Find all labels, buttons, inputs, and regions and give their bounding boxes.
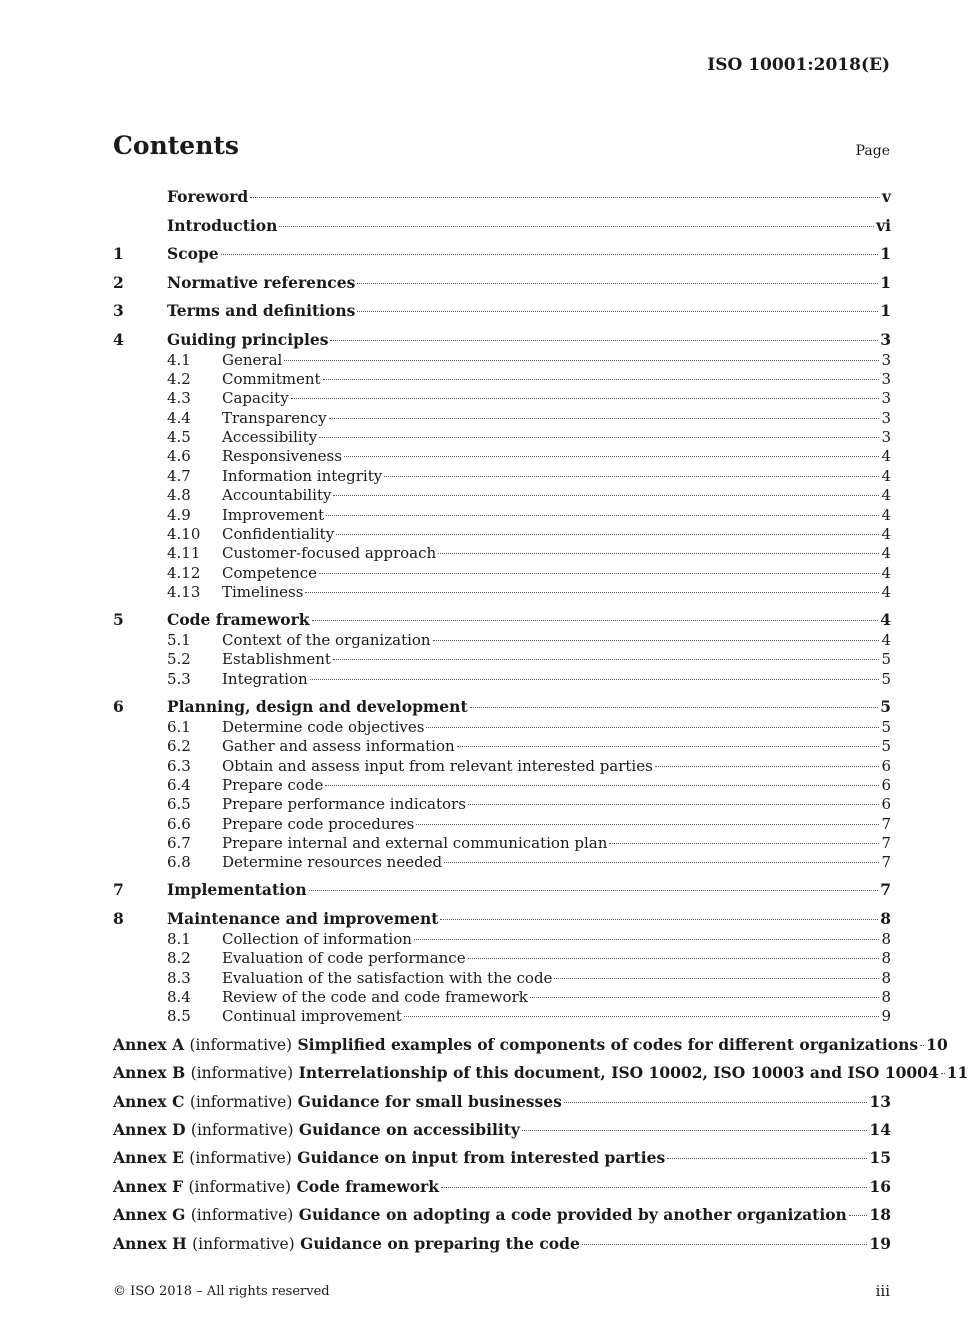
toc-entry-page: 7 [881,814,891,833]
toc-entry-number: 8.4 [167,988,191,1007]
annex-title: Guidance on preparing the code [300,1233,580,1253]
toc-entry-page: 8 [881,988,891,1007]
toc-entry[interactable] [113,795,891,814]
dot-leader [426,727,879,728]
toc-entry-page: 3 [881,369,891,388]
toc-entry-number: 8.2 [167,949,191,968]
dot-leader [309,890,879,891]
toc-entry-number: 4.6 [167,447,191,466]
toc-entry-label[interactable]: Accountability [222,486,332,505]
toc-entry[interactable] [113,988,891,1007]
toc-entry-label[interactable]: Prepare internal and external communication plan [222,834,608,853]
annex-name: Annex B [113,1063,186,1083]
dot-leader [404,1016,880,1017]
toc-entry-number: 4.12 [167,563,201,582]
toc-entry-page: 3 [881,408,891,427]
toc-entry-label[interactable]: Prepare code procedures [222,814,415,833]
toc-entry-page: 4 [881,466,891,485]
toc-entry-number: 7 [113,880,124,900]
annex-page: 14 [869,1120,891,1139]
annex-label[interactable] [113,1230,580,1258]
annex-title: Code framework [296,1176,439,1196]
dot-leader [279,226,874,227]
toc-entry-label[interactable]: Normative references [167,272,356,292]
toc-entry-number: 4.3 [167,389,191,408]
toc-entry[interactable] [113,737,891,756]
toc-entry[interactable] [113,757,891,776]
toc-entry-number: 8 [113,908,124,928]
toc-entry-label[interactable]: Planning, design and development [167,696,468,716]
dot-leader [470,707,879,708]
dot-leader [849,1215,868,1216]
toc-entry[interactable] [113,299,891,322]
toc-entry[interactable] [113,631,891,650]
toc-entry-page: 8 [881,968,891,987]
toc-entry[interactable] [113,447,891,466]
dot-leader [433,640,880,641]
dot-leader [530,997,880,998]
toc-entry[interactable] [113,351,891,370]
dot-leader [344,456,880,457]
toc-entry-label[interactable]: Commitment [222,369,321,388]
dot-leader [284,360,879,361]
toc-entry-number: 4.4 [167,408,191,427]
toc-entry-number: 4.10 [167,525,201,544]
toc-entry[interactable] [113,544,891,563]
toc-entry[interactable] [113,583,891,602]
annex-page: 15 [869,1148,891,1168]
toc-entry[interactable] [113,650,891,669]
toc-entry-number: 6.7 [167,834,191,853]
annex-title: Guidance on accessibility [298,1120,520,1139]
toc-entry-page: 7 [881,853,891,872]
dot-leader [655,766,880,767]
annex-label[interactable] [113,1144,665,1172]
toc-entry[interactable] [113,486,891,505]
dot-leader [941,1073,945,1074]
dot-leader [554,978,879,979]
annex-informative-tag: (informative) [190,1121,294,1139]
toc-entry[interactable] [113,242,891,265]
toc-entry-label[interactable]: Continual improvement [222,1007,402,1026]
toc-entry[interactable] [113,214,891,237]
annex-page: 16 [869,1176,891,1196]
toc-entry-number: 6.8 [167,853,191,872]
dot-leader [333,659,879,660]
toc-entry[interactable] [113,525,891,544]
dot-leader [221,254,879,255]
annex-page: 18 [869,1205,891,1225]
toc-entry-label[interactable]: Responsiveness [222,447,342,466]
toc-entry-page: 4 [881,447,891,466]
toc-entry-label[interactable]: Prepare performance indicators [222,795,466,814]
toc-annex-entry[interactable] [113,1173,891,1201]
toc-entry[interactable] [113,271,891,294]
dot-leader [564,1102,868,1103]
annex-name: Annex E [113,1148,184,1168]
dot-leader [457,746,880,747]
dot-leader [468,958,880,959]
toc-entry-label[interactable]: Timeliness [222,583,304,602]
annex-informative-tag: (informative) [190,1206,294,1225]
dot-leader [250,197,880,198]
toc-entry-label[interactable]: Guiding principles [167,329,329,349]
toc-entry-page: 6 [881,795,891,814]
toc-entry-page: 1 [880,301,891,320]
toc-entry-label[interactable]: Evaluation of code performance [222,949,466,968]
toc-entry-number: 4 [113,329,124,349]
dot-leader [416,824,879,825]
toc-entry-number: 6 [113,696,124,716]
toc-entry[interactable] [113,428,891,447]
annex-informative-tag: (informative) [189,1149,292,1168]
toc-entry[interactable] [113,718,891,737]
annex-informative-tag: (informative) [189,1092,293,1111]
table-of-contents [113,185,968,1258]
toc-entry-label[interactable]: Integration [222,669,308,688]
toc-entry-page: 4 [881,631,891,650]
toc-entry-label[interactable]: Improvement [222,505,325,524]
toc-entry-label[interactable]: Foreword [167,187,249,206]
toc-entry-page: 7 [880,880,891,900]
toc-entry[interactable] [113,815,891,834]
dot-leader [440,919,878,920]
toc-entry-page: 1 [880,244,891,263]
toc-entry[interactable] [113,389,891,408]
toc-entry-number: 6.5 [167,795,191,814]
annex-title: Guidance on adopting a code provided by another organization [298,1205,847,1225]
toc-entry-page: vi [876,215,891,235]
dot-leader [305,592,879,593]
toc-entry[interactable] [113,1007,891,1026]
toc-entry[interactable] [113,409,891,428]
dot-leader [329,418,880,419]
toc-entry-page: 3 [881,428,891,447]
toc-entry-number: 2 [113,272,124,292]
toc-entry-label[interactable]: Transparency [222,408,327,427]
annex-page: 13 [869,1091,891,1111]
toc-entry[interactable] [113,670,891,689]
document-header-id: ISO 10001:2018(E) [707,55,890,75]
toc-entry[interactable] [113,853,891,872]
toc-entry-page: 4 [881,486,891,505]
dot-leader [310,679,880,680]
toc-entry-number: 1 [113,244,124,263]
toc-entry-label[interactable]: Review of the code and code framework [222,988,528,1007]
toc-entry-label[interactable]: Accessibility [222,428,318,447]
toc-entry-number: 4.13 [167,583,201,602]
annex-informative-tag: (informative) [190,1064,294,1083]
annex-label[interactable] [113,1116,520,1144]
toc-entry-number: 5 [113,610,124,630]
dot-leader [468,804,880,805]
toc-entry-label[interactable]: Obtain and assess input from relevant interested parties [222,756,653,775]
dot-leader [319,437,879,438]
toc-entry-number: 5.2 [167,650,191,669]
page-title: Contents [113,131,240,160]
toc-entry-page: 3 [880,329,891,349]
toc-entry-label[interactable]: Context of the organization [222,631,431,650]
toc-entry-number: 4.11 [167,544,201,563]
dot-leader [336,534,879,535]
page-column-label: Page [855,143,890,159]
toc-entry-label[interactable]: General [222,350,283,369]
dot-leader [326,515,879,516]
annex-title: Simplified examples of components of codes for different organizations [297,1034,919,1054]
annex-label[interactable] [113,1031,918,1059]
annex-label[interactable] [113,1059,939,1087]
footer-page-number: iii [875,1282,890,1300]
toc-entry-number: 4.5 [167,428,191,447]
toc-entry-number: 4.8 [167,486,191,505]
toc-entry-number: 5.3 [167,669,191,688]
toc-entry[interactable] [113,969,891,988]
toc-entry-label[interactable]: Code framework [167,610,310,630]
toc-entry-number: 8.1 [167,929,191,948]
dot-leader [333,495,879,496]
toc-entry-label[interactable]: Prepare code [222,775,324,794]
toc-entry-number: 8.5 [167,1007,191,1026]
toc-entry-number: 8.3 [167,968,191,987]
toc-entry-number: 6.3 [167,756,191,775]
toc-entry-page: 4 [881,563,891,582]
toc-entry-label[interactable]: Evaluation of the satisfaction with the code [222,968,553,987]
toc-entry-number: 4.2 [167,369,191,388]
dot-leader [438,553,879,554]
toc-entry-page: 5 [881,737,891,756]
toc-entry-label[interactable]: Information integrity [222,466,383,485]
dot-leader [444,862,879,863]
toc-entry-label[interactable]: Collection of information [222,929,412,948]
annex-page: 11 [946,1063,968,1083]
dot-leader [384,476,879,477]
toc-entry-page: 9 [881,1007,891,1026]
toc-entry-number: 3 [113,301,124,320]
toc-annex-entry[interactable] [113,1088,891,1116]
toc-entry-page: 4 [880,610,891,630]
toc-entry-page: 4 [881,525,891,544]
annex-informative-tag: (informative) [188,1177,292,1196]
dot-leader [920,1045,924,1046]
toc-entry[interactable] [113,878,891,901]
toc-entry[interactable] [113,695,891,718]
dot-leader [609,843,879,844]
toc-entry[interactable] [113,564,891,583]
toc-entry[interactable] [113,467,891,486]
toc-entry[interactable] [113,185,891,208]
toc-entry-number: 4.9 [167,505,191,524]
toc-entry[interactable] [113,506,891,525]
toc-entry-label[interactable]: Establishment [222,650,331,669]
toc-annex-entry[interactable] [113,1144,891,1172]
toc-entry-number: 6.2 [167,737,191,756]
annex-label[interactable] [113,1173,439,1201]
dot-leader [325,785,879,786]
annex-page: 19 [869,1233,891,1253]
dot-leader [582,1244,868,1245]
annex-label[interactable] [113,1201,847,1229]
toc-entry-page: 8 [881,929,891,948]
toc-annex-entry[interactable] [113,1230,891,1258]
toc-entry-page: 4 [881,505,891,524]
toc-entry-label[interactable]: Introduction [167,215,278,235]
annex-title: Interrelationship of this document, ISO 10002, ISO 10003 and ISO 10004 [298,1063,939,1083]
toc-entry-label[interactable]: Determine resources needed [222,853,443,872]
toc-entry[interactable] [113,370,891,389]
toc-entry-number: 5.1 [167,631,191,650]
toc-entry-page: 4 [881,544,891,563]
annex-name: Annex D [113,1120,186,1139]
dot-leader [291,398,880,399]
toc-annex-entry[interactable] [113,1116,891,1144]
toc-entry-page: 5 [881,650,891,669]
toc-entry[interactable] [113,907,891,930]
toc-entry-page: 8 [881,949,891,968]
toc-entry-label[interactable]: Implementation [167,880,307,900]
annex-informative-tag: (informative) [189,1035,293,1054]
toc-entry[interactable] [113,949,891,968]
dot-leader [323,379,880,380]
toc-entry-page: 6 [881,775,891,794]
toc-annex-entry[interactable] [113,1031,948,1059]
annex-label[interactable] [113,1088,562,1116]
footer-copyright: © ISO 2018 – All rights reserved [113,1284,330,1299]
toc-entry-number: 6.6 [167,814,191,833]
annex-name: Annex C [113,1091,185,1111]
annex-title: Guidance on input from interested parties [297,1148,666,1168]
toc-entry-number: 6.1 [167,717,191,736]
dot-leader [312,620,879,621]
annex-page: 10 [926,1034,948,1054]
annex-name: Annex A [113,1034,185,1054]
dot-leader [414,939,880,940]
toc-entry-number: 4.7 [167,466,191,485]
toc-entry-page: 5 [880,696,891,716]
dot-leader [522,1130,867,1131]
toc-entry[interactable] [113,328,891,351]
toc-entry-label[interactable]: Gather and assess information [222,737,455,756]
toc-entry-page: 5 [881,717,891,736]
toc-entry-label[interactable]: Customer-focused approach [222,544,437,563]
dot-leader [357,311,878,312]
annex-name: Annex F [113,1176,184,1196]
dot-leader [357,283,878,284]
toc-entry-page: 3 [881,389,891,408]
dot-leader [667,1158,867,1159]
toc-entry-number: 4.1 [167,350,191,369]
toc-entry-page: 5 [881,669,891,688]
dot-leader [319,573,879,574]
toc-entry[interactable] [113,608,891,631]
toc-entry-page: 3 [881,350,891,369]
toc-entry-page: v [881,187,891,206]
toc-entry-label[interactable]: Maintenance and improvement [167,908,439,928]
toc-entry-number: 6.4 [167,775,191,794]
toc-entry[interactable] [113,776,891,795]
toc-entry-label[interactable]: Competence [222,563,318,582]
dot-leader [330,340,878,341]
annex-name: Annex H [113,1233,187,1253]
annex-title: Guidance for small businesses [297,1091,562,1111]
toc-entry-label[interactable]: Terms and definitions [167,301,356,320]
toc-entry-label[interactable]: Determine code objectives [222,717,425,736]
dot-leader [441,1187,867,1188]
toc-entry-page: 8 [880,908,891,928]
toc-entry[interactable] [113,930,891,949]
toc-entry-label[interactable]: Confidentiality [222,525,335,544]
toc-entry-page: 1 [880,272,891,292]
toc-entry-label[interactable]: Scope [167,244,219,263]
toc-annex-entry[interactable] [113,1201,891,1229]
toc-entry-page: 7 [881,834,891,853]
toc-entry-page: 6 [881,756,891,775]
toc-entry[interactable] [113,834,891,853]
annex-name: Annex G [113,1205,186,1225]
toc-annex-entry[interactable] [113,1059,968,1087]
annex-informative-tag: (informative) [192,1234,295,1253]
toc-entry-page: 4 [881,583,891,602]
toc-entry-label[interactable]: Capacity [222,389,289,408]
